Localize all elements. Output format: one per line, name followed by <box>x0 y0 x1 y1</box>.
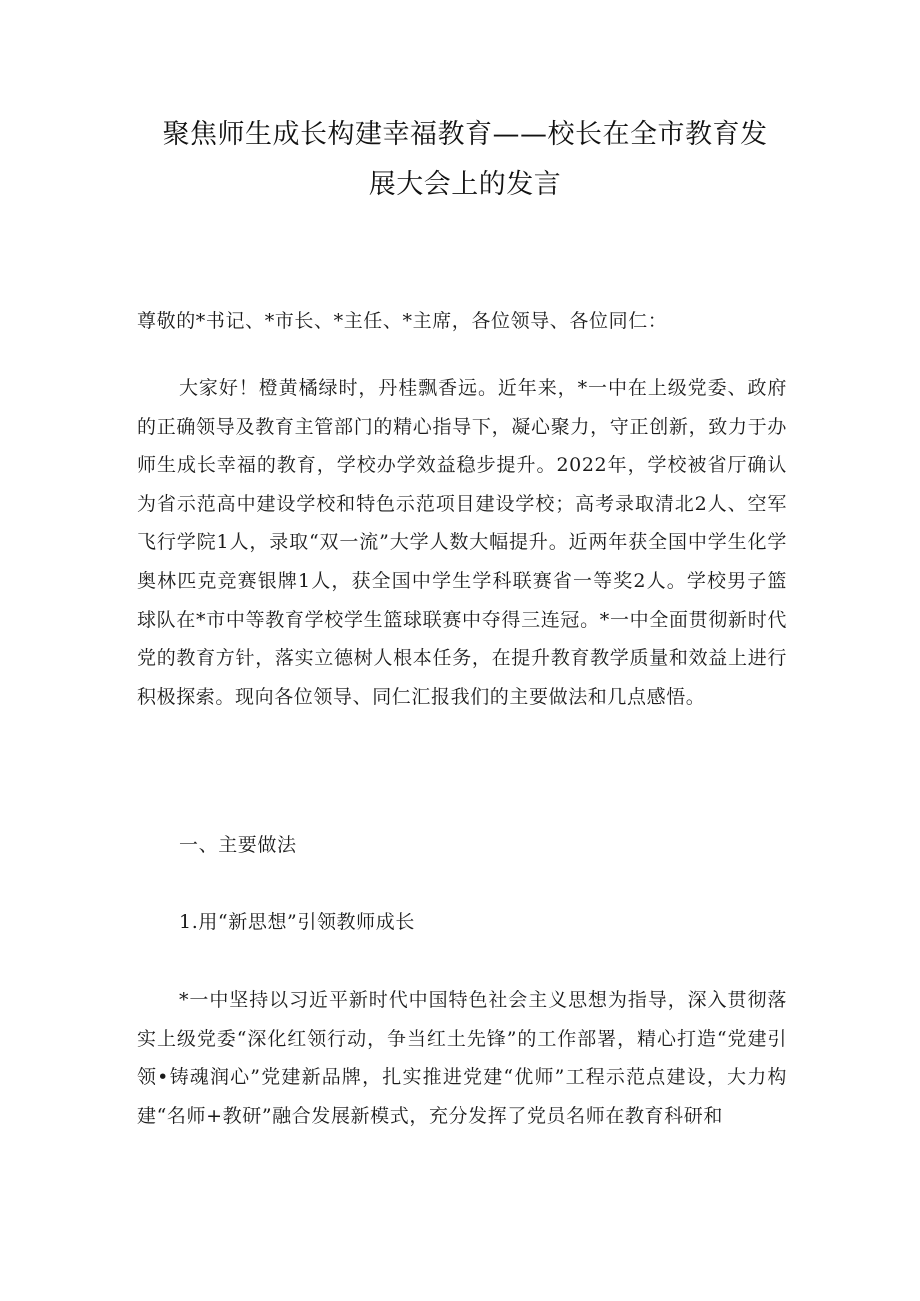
subsection-heading: 1.用“新思想”引领教师成长 <box>179 911 415 933</box>
section-heading: 一、主要做法 <box>179 834 297 856</box>
body-paragraph: *一中坚持以习近平新时代中国特色社会主义思想为指导，深入贯彻落实上级党委“深化红领行动，争当红土先锋”的工作部署，精心打造“党建引领•铸魂润心”党建新品牌，扎实推进党建“优师”工程示范点建设，大力构建“名师+教研”融合发展新模式，充分发挥了党员名师在教育科研和 <box>137 989 787 1127</box>
document-title <box>120 110 810 210</box>
opening-paragraph: 大家好！橙黄橘绿时，丹桂飘香远。近年来，*一中在上级党委、政府的正确领导及教育主管部门的精心指导下，凝心聚力，守正创新，致力于办师生成长幸福的教育，学校办学效益稳步提升。2022年，学校被省厅确认为省示范高中建设学校和特色示范项目建设学校；高考录取清北2人、空军飞行学院1人，录取“双一流”大学人数大幅提升。近两年获全国中学生化学奥林匹克竞赛银牌1人，获全国中学生学科联赛省一等奖2人。学校男子篮球队在*市中等教育学校学生篮球联赛中夺得三连冠。*一中全面贯彻新时代党的教育方针，落实立德树人根本任务，在提升教育教学质量和效益上进行积极探索。现向各位领导、同仁汇报我们的主要做法和几点感悟。 <box>137 377 787 708</box>
title-line-1: 聚焦师生成长构建幸福教育——校长在全市教育发 <box>162 119 768 150</box>
salutation: 尊敬的*书记、*市长、*主任、*主席，各位领导、各位同仁： <box>137 310 668 332</box>
title-line-2: 展大会上的发言 <box>368 169 562 200</box>
